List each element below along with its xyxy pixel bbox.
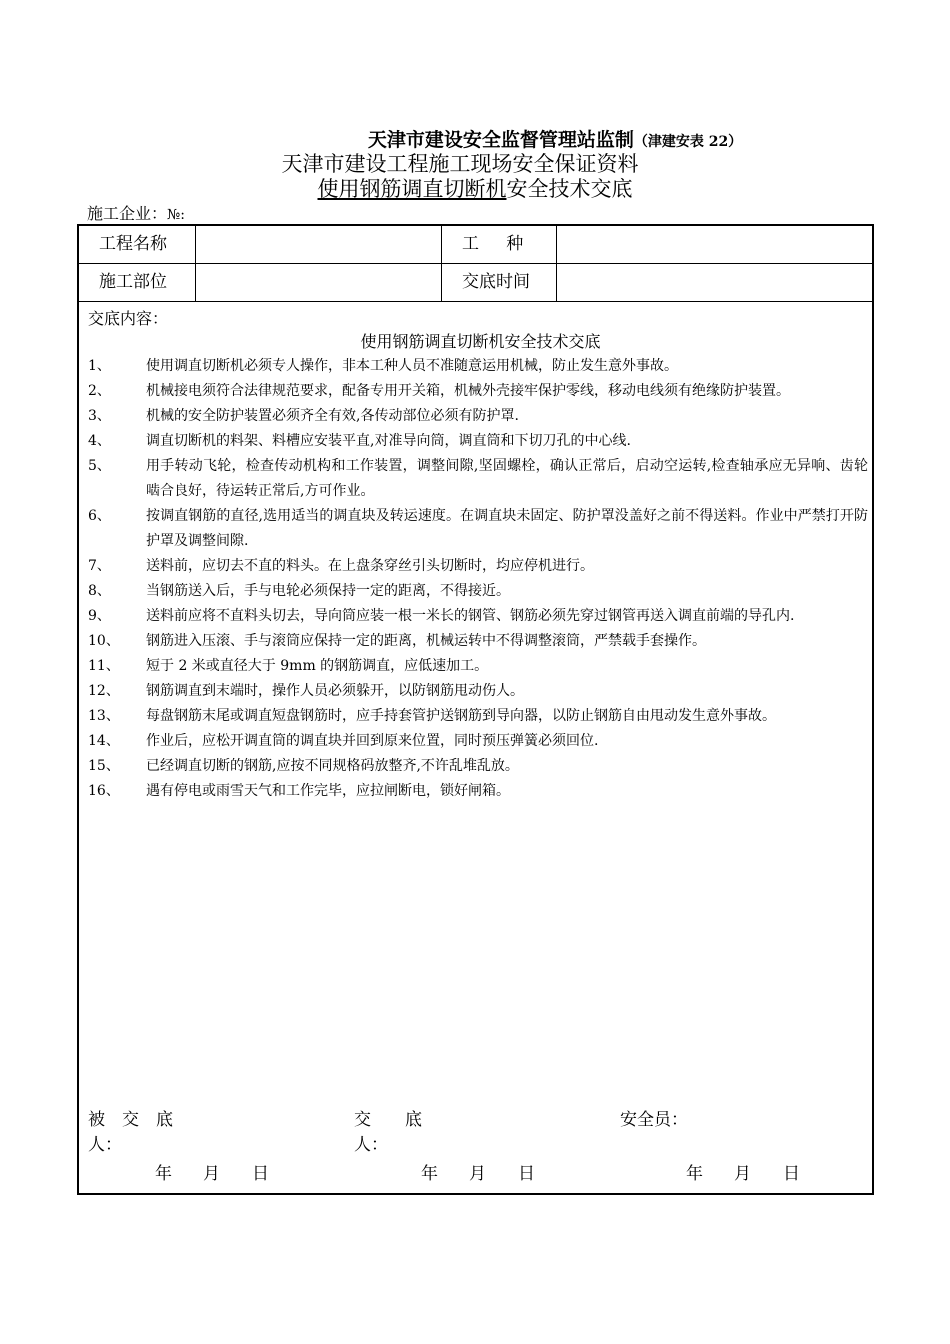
safety-items-list (88, 354, 868, 804)
content-label: 交底内容： (88, 309, 169, 328)
number-label: №: (167, 207, 185, 223)
supervisor-header: 天津市建设安全监督管理站监制（津建安表 22） (367, 129, 743, 151)
list-item: 12、 钢筋调直到末端时，操作人员必须躲开，以防钢筋甩动伤人。 (88, 683, 524, 699)
subtitle-underlined: 使用钢筋调直切断机 (317, 177, 507, 201)
company-label: 施工企业： (87, 204, 168, 223)
presenter-date: 年 月 日 (421, 1164, 535, 1184)
recipient-date: 年 月 日 (155, 1164, 269, 1184)
location-field[interactable] (196, 264, 442, 301)
list-item: 15、 已经调直切断的钢筋,应按不同规格码放整齐,不许乱堆乱放。 (88, 758, 519, 774)
trade-label: 工种 (442, 226, 557, 263)
list-item: 13、 每盘钢筋末尾或调直短盘钢筋时，应手持套管护送钢筋到导向器，以防止钢筋自由甩动发生意外事故。 (88, 708, 776, 724)
list-item: 10、 钢筋进入压滚、手与滚筒应保持一定的距离，机械运转中不得调整滚筒，严禁载手套操作。 (88, 633, 706, 649)
presenter-signature-label: 交 底 人： (354, 1110, 439, 1155)
safety-officer-date: 年 月 日 (686, 1164, 800, 1184)
list-item: 16、 遇有停电或雨雪天气和工作完毕，应拉闸断电，锁好闸箱。 (88, 783, 510, 799)
recipient-signature-label: 被 交 底 人： (88, 1110, 190, 1155)
list-item: 7、 送料前，应切去不直的料头。在上盘条穿丝引头切断时，均应停机进行。 (88, 558, 594, 574)
time-label: 交底时间 (442, 264, 557, 301)
list-item: 9、 送料前应将不直料头切去，导向筒应装一根一米长的钢管、钢筋必须先穿过钢管再送入调直前端的导孔内. (88, 608, 795, 624)
document-subtitle (0, 173, 950, 203)
list-item: 3、 机械的安全防护装置必须齐全有效,各传动部位必须有防护罩. (88, 408, 519, 424)
list-item: 4、 调直切断机的料架、料槽应安装平直,对准导向筒，调直筒和下切刀孔的中心线. (88, 433, 631, 449)
project-name-label: 工程名称 (79, 226, 196, 263)
list-item: 1、 使用调直切断机必须专人操作，非本工种人员不准随意运用机械，防止发生意外事故。 (88, 358, 678, 374)
form-row-1 (79, 226, 872, 264)
form-table (77, 224, 874, 1195)
project-name-field[interactable] (196, 226, 442, 263)
document-title: 天津市建设工程施工现场安全保证资料 (281, 152, 639, 176)
safety-officer-label: 安全员： (620, 1110, 688, 1130)
subtitle-rest: 安全技术交底 (506, 177, 633, 201)
list-item: 2、 机械接电须符合法律规范要求，配备专用开关箱，机械外壳接牢保护零线，移动电线须有绝缘防护装置。 (88, 383, 790, 399)
time-field[interactable] (557, 264, 872, 301)
list-item: 6、 按调直钢筋的直径,选用适当的调直块及转运速度。在调直块未固定、防护罩没盖好之前不得送料。作业中严禁打开防护罩及调整间隙. (88, 508, 868, 549)
trade-field[interactable] (557, 226, 872, 263)
company-line (87, 201, 185, 224)
form-code: （津建安表 22） (633, 134, 743, 150)
location-label: 施工部位 (79, 264, 196, 301)
list-item: 14、 作业后，应松开调直筒的调直块并回到原来位置，同时预压弹簧必须回位. (88, 733, 599, 749)
form-row-2 (79, 264, 872, 302)
content-title: 使用钢筋调直切断机安全技术交底 (360, 332, 601, 351)
list-item: 11、 短于 2 米或直径大于 9mm 的钢筋调直，应低速加工。 (88, 658, 489, 674)
list-item: 5、 用手转动飞轮，检查传动机构和工作装置，调整间隙,坚固螺栓，确认正常后，启动空运转,检查轴承应无异响、齿轮啮合良好，待运转正常后,方可作业。 (88, 458, 868, 499)
list-item: 8、 当钢筋送入后，手与电轮必须保持一定的距离，不得接近。 (88, 583, 510, 599)
